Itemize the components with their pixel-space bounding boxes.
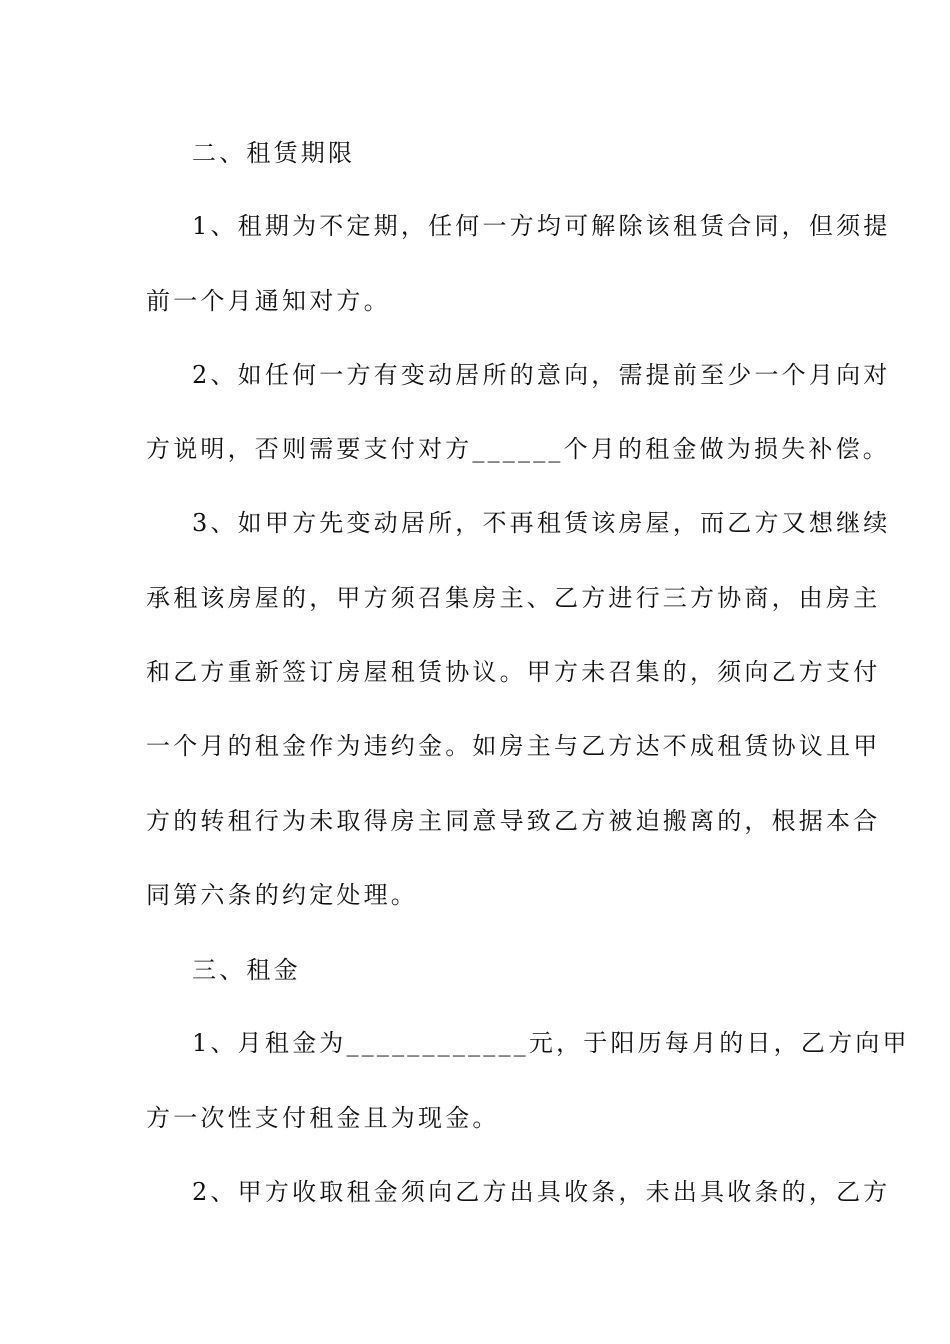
paragraph-line: 3、如甲方先变动居所，不再租赁该房屋，而乙方又想继续 xyxy=(192,509,891,537)
paragraph-line: 承租该房屋的，甲方须召集房主、乙方进行三方协商，由房主 xyxy=(146,584,881,612)
section-heading-lease-term: 二、租赁期限 xyxy=(192,139,356,167)
paragraph-line: 1、月租金为____________元，于阳历每月的日，乙方向甲 xyxy=(192,1029,910,1057)
paragraph-line: 一个月的租金作为违约金。如房主与乙方达不成租赁协议且甲 xyxy=(146,732,881,760)
paragraph-line: 2、甲方收取租金须向乙方出具收条，未出具收条的，乙方 xyxy=(192,1178,891,1206)
paragraph-line: 和乙方重新签订房屋租赁协议。甲方未召集的，须向乙方支付 xyxy=(146,658,881,686)
paragraph-line: 1、租期为不定期，任何一方均可解除该租赁合同，但须提 xyxy=(192,212,891,240)
paragraph-line: 前一个月通知对方。 xyxy=(146,287,391,315)
paragraph-line: 同第六条的约定处理。 xyxy=(146,881,418,909)
paragraph-line: 方的转租行为未取得房主同意导致乙方被迫搬离的，根据本合 xyxy=(146,807,881,835)
paragraph-line: 2、如任何一方有变动居所的意向，需提前至少一个月向对 xyxy=(192,361,891,389)
paragraph-line: 方说明，否则需要支付对方______个月的租金做为损失补偿。 xyxy=(146,435,890,463)
section-heading-rent: 三、租金 xyxy=(192,956,301,984)
paragraph-line: 方一次性支付租金且为现金。 xyxy=(146,1104,500,1132)
